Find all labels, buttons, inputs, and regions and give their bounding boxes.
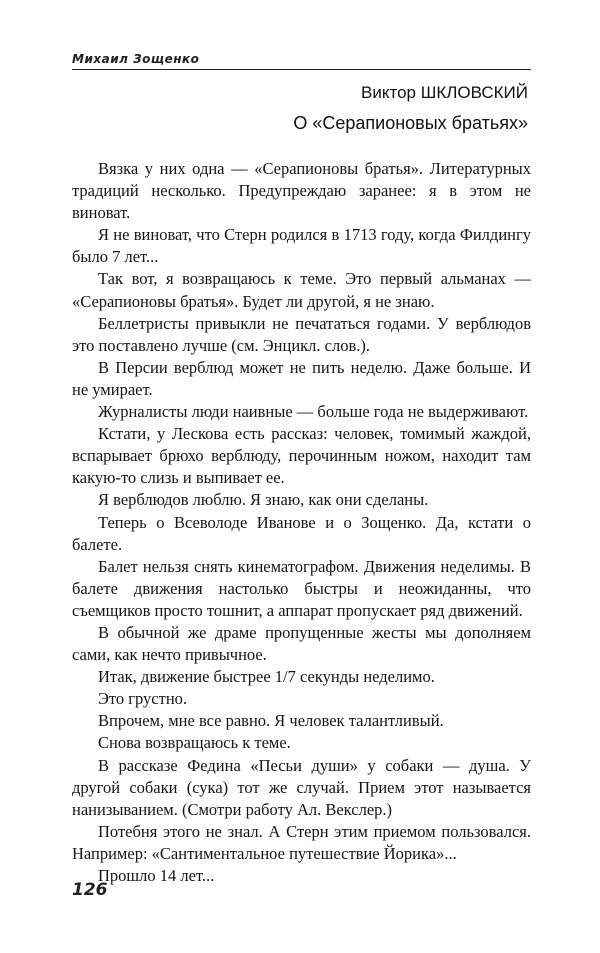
paragraph: Прошло 14 лет... [98, 866, 215, 885]
paragraph: Это грустно. [98, 689, 188, 709]
header-rule [72, 69, 531, 70]
running-head: Михаил Зощенко [72, 52, 200, 66]
paragraph: Теперь о Всеволоде Иванове и о Зощенко. Да, кстати о балете. [72, 512, 531, 554]
page-number: 126 [72, 880, 108, 900]
article-title: О «Серапионовых братьях» [293, 113, 528, 133]
paragraph: В рассказе Федина «Песьи души» у собаки — душа. У другой собаки (сука) тот же случай. Прием этот называется нанизыванием. (Смотри работу Ал. Векслер.) [72, 755, 531, 819]
article-author: Виктор ШКЛОВСКИЙ [361, 83, 528, 102]
paragraph: Я верблюдов люблю. Я знаю, как они сделаны. [98, 490, 429, 510]
paragraph: Вязка у них одна — «Серапионовы братья». Литературных традиций несколько. Предупреждаю заранее: я в этом не виноват. [72, 159, 531, 223]
paragraph: Беллетристы привыкли не печататься годами. У верблюдов это поставлено лучше (см. Энцикл. слов.). [72, 313, 531, 355]
paragraph: В Персии верблюд может не пить неделю. Даже больше. И не умирает. [72, 357, 531, 399]
paragraph: Я не виноват, что Стерн родился в 1713 году, когда Филдингу было 7 лет... [72, 225, 531, 267]
paragraph: Кстати, у Лескова есть рассказ: человек, томимый жаждой, вспарывает брюхо верблюду, перочинным ножом, находит там какую-то слизь и выпивает ее. [72, 424, 531, 488]
paragraph: Итак, движение быстрее 1/7 секунды неделимо. [98, 667, 435, 687]
article-body [72, 158, 531, 887]
paragraph: Балет нельзя снять кинематографом. Движения неделимы. В балете движения настолько быстры и неожиданны, что съемщиков просто тошнит, а аппарат пропускает ряд движений. [72, 556, 531, 620]
paragraph: Так вот, я возвращаюсь к теме. Это первый альманах — «Серапионовы братья». Будет ли другой, я не знаю. [72, 269, 531, 311]
paragraph: Впрочем, мне все равно. Я человек талантливый. [98, 711, 444, 731]
paragraph: Потебня этого не знал. А Стерн этим приемом пользовался. Например: «Сантиментальное путешествие Йорика»... [72, 821, 531, 863]
paragraph: Снова возвращаюсь к теме. [98, 733, 291, 753]
paragraph: В обычной же драме пропущенные жесты мы дополняем сами, как нечто привычное. [72, 622, 531, 665]
paragraph: Журналисты люди наивные — больше года не выдерживают. [98, 402, 529, 422]
